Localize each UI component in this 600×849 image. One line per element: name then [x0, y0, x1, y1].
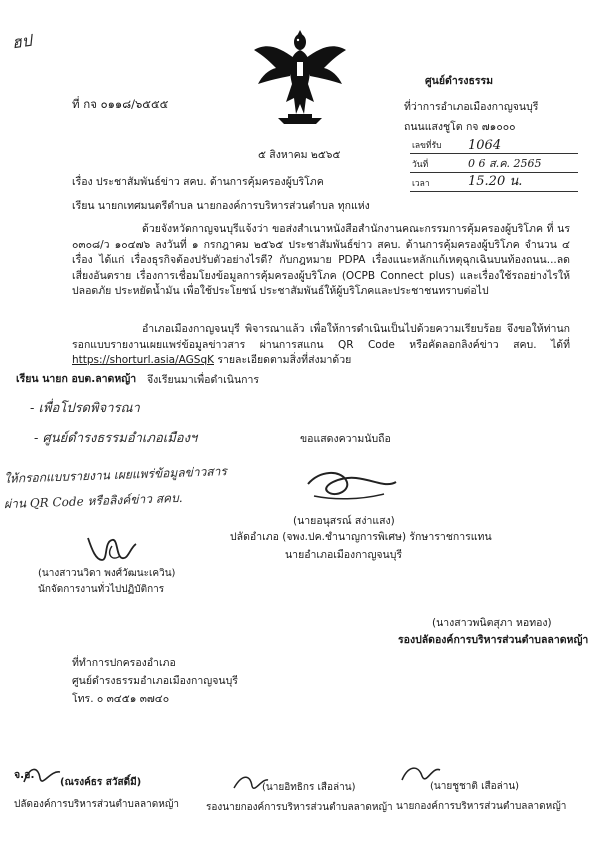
receipt-date-value: 0 6 ส.ค. 2565 [468, 157, 542, 170]
bottom-prefix: จ.อ. [14, 769, 35, 781]
corner-handwritten-mark: ฮป [10, 30, 34, 53]
document-number: ที่ กจ ๐๑๑๘/๖๕๕๕ [72, 97, 169, 111]
bottom-signer-2-title: รองนายกองค์การบริหารส่วนตำบลลาดหญ้า [206, 802, 393, 813]
receipt-no-value: 1064 [468, 138, 502, 153]
footer-unit: ศูนย์ดำรงธรรมอำเภอเมืองกาญจนบุรี [72, 675, 238, 687]
office-name: ศูนย์ดำรงธรรม [425, 75, 494, 87]
main-signer-title-2: นายอำเภอเมืองกาญจนบุรี [285, 549, 403, 561]
body-paragraph-2-text: อำเภอเมืองกาญจนบุรี พิจารณาแล้ว เพื่อให้การดำเนินเป็นไปด้วยความเรียบร้อย จึงขอให้ท่านกรอกแบบรายงานเผยแพร่ข้อมูลข่าวสาร ผ่านการสแกน QR Code หรือคัดลอกลิงค์ข่าว สคบ. ได้ที่ [72, 323, 570, 351]
main-signer-name: (นายอนุสรณ์ สง่าแสง) [293, 515, 395, 527]
body-paragraph-2 [72, 322, 570, 369]
receipt-time-value: 15.20 น. [468, 174, 523, 189]
receipt-no-label: เลขที่รับ [412, 141, 442, 151]
bottom-signer-1-title: ปลัดองค์การบริหารส่วนตำบลลาดหญ้า [14, 799, 179, 810]
closing-request: จึงเรียนมาเพื่อดำเนินการ [147, 374, 260, 386]
memo-line-2: - ศูนย์ดำรงธรรมอำเภอเมืองฯ [34, 431, 198, 446]
memo-heading: เรียน นายก อบต.ลาดหญ้า [16, 373, 137, 385]
document-date: ๕ สิงหาคม ๒๕๖๕ [258, 149, 341, 161]
bottom-signer-3-name: (นายชูชาติ เสือล่าน) [430, 781, 520, 792]
second-signer-title: รองปลัดองค์การบริหารส่วนตำบลลาดหญ้า [398, 634, 589, 646]
body-paragraph-2-tail: รายละเอียดตามสิ่งที่ส่งมาด้วย [217, 354, 352, 367]
footer-office: ที่ทำการปกครองอำเภอ [72, 657, 176, 669]
receipt-date-label: วันที่ [412, 160, 429, 170]
memo-line-3: ให้กรอกแบบรายงาน เผยแพร่ข้อมูลข่าวสาร [3, 464, 228, 486]
footer-phone: โทร. ๐ ๓๔๕๑ ๓๗๔๐ [72, 693, 170, 705]
bottom-signer-1-name: (ณรงค์ธร สวัสดิ์มี) [60, 777, 142, 788]
addressee-line: เรียน นายกเทศมนตรีตำบล นายกองค์การบริหารส่วนตำบล ทุกแห่ง [72, 200, 370, 212]
memo-line-1: - เพื่อโปรดพิจารณา [30, 401, 140, 416]
memo-signature [82, 530, 142, 566]
office-address-line2: ถนนแสงชูโต กจ ๗๑๐๐๐ [404, 121, 516, 133]
receipt-stamp [410, 135, 578, 191]
main-signature [300, 460, 400, 510]
office-address-line1: ที่ว่าการอำเภอเมืองกาญจนบุรี [404, 101, 539, 113]
bottom-signature-1 [20, 760, 64, 790]
garuda-emblem [250, 28, 350, 128]
subject-line: เรื่อง ประชาสัมพันธ์ข่าว สคบ. ด้านการคุ้มครองผู้บริโภค [72, 176, 324, 188]
memo-line-4: ผ่าน QR Code หรือลิงค์ข่าว สคบ. [3, 490, 183, 512]
closing-salutation: ขอแสดงความนับถือ [300, 433, 391, 445]
body-paragraph-1: ด้วยจังหวัดกาญจนบุรีแจ้งว่า ขอส่งสำเนาหนังสือสำนักงานคณะกรรมการคุ้มครองผู้บริโภค ที่ นร ๐๓๐๘/ว ๑๐๔๗๖ ลงวันที่ ๑ กรกฎาคม ๒๕๖๕ ประชาสัมพันธ์ข่าว สคบ. ด้านการคุ้มครองผู้บริโภค จำนวน ๔ เรื่อง ได้แก่ เรื่องธุรกิจต้องปรับตัวอย่างไรดี? กับกฎหมาย PDPA เรื่องแนะหลักแก้เหตุฉุกเฉินบนท้องถนน...ลดเสี่ยงอันตราย เรื่องการเชื่อมโยงข้อมูลการคุ้มครองผู้บริโภค (OCPB Connect plus) และเรื่องใช้รถอย่างไรให้ปลอดภัย ประหยัดน้ำมัน เพื่อใช้ประโยชน์ ประชาสัมพันธ์ให้ผู้บริโภคและประชาชนทราบต่อไป [72, 223, 570, 298]
receipt-time-label: เวลา [412, 179, 430, 189]
bottom-signer-2-name: (นายอิทธิกร เสือล่าน) [262, 782, 356, 793]
memo-signer-name: (นางสาวนวิดา พงศ์วัฒนะเควิน) [38, 568, 176, 579]
second-signer-name: (นางสาวพนิตสุภา หอทอง) [432, 617, 552, 629]
memo-signer-title: นักจัดการงานทั่วไปปฏิบัติการ [38, 584, 165, 595]
bottom-signer-3-title: นายกองค์การบริหารส่วนตำบลลาดหญ้า [396, 801, 567, 812]
shorturl-link[interactable]: https://shorturl.asia/AGSqK [72, 354, 214, 367]
main-signer-title-1: ปลัดอำเภอ (จพง.ปค.ชำนาญการพิเศษ) รักษาราชการแทน [230, 531, 492, 543]
